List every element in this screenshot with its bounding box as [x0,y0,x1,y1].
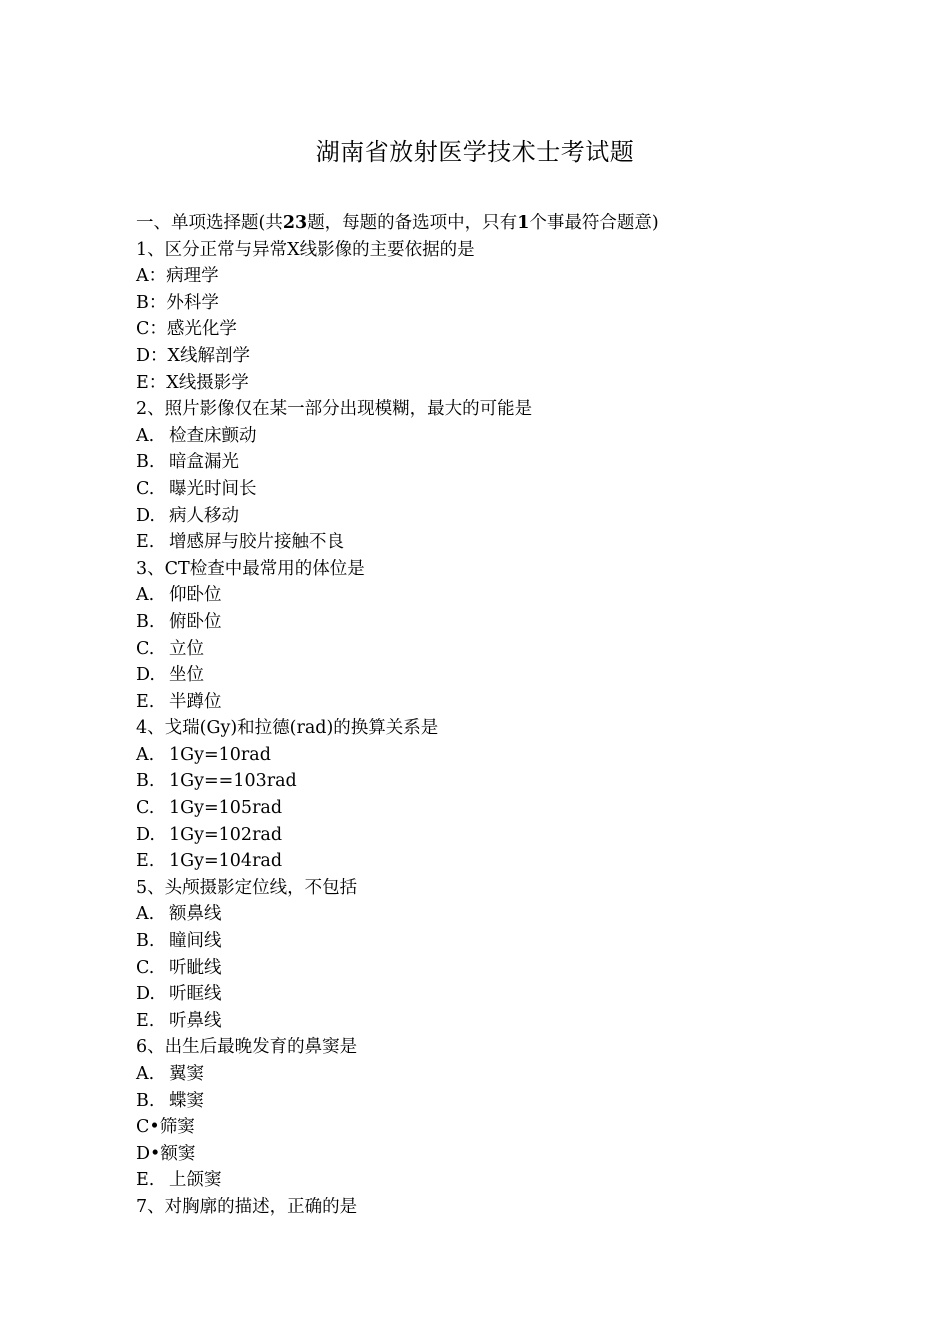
answer-option [136,901,896,928]
answer-option [136,449,896,476]
option-letter: C： [136,319,167,340]
question-list [136,237,896,1221]
option-letter: A. [136,744,155,765]
option-letter: C. [136,478,155,499]
option-letter: D. [136,824,155,845]
option-text: 听眶线 [169,984,222,1005]
option-letter: C• [136,1117,160,1138]
option-letter: D• [136,1143,161,1164]
answer-option [136,476,896,503]
option-text: 1Gy=104rad [169,851,283,872]
option-letter: B： [136,292,167,313]
option-letter: B. [136,931,155,952]
option-letter: E. [136,1010,155,1031]
answer-option [136,795,896,822]
answer-option [136,742,896,769]
option-letter: A. [136,904,155,925]
answer-option [136,1088,896,1115]
answer-option [136,370,896,397]
option-letter: D： [136,345,168,366]
option-letter: E. [136,1170,155,1191]
answer-option [136,423,896,450]
document-body [136,210,896,1221]
option-text: 立位 [169,638,204,659]
option-letter: D. [136,665,155,686]
option-text: 瞳间线 [169,931,222,952]
option-text: 增感屏与胶片接触不良 [169,532,344,553]
answer-option [136,981,896,1008]
option-text: 仰卧位 [169,585,222,606]
answer-option [136,689,896,716]
option-text: 额鼻线 [169,904,222,925]
answer-option [136,316,896,343]
option-text: 上颌窦 [169,1170,222,1191]
question-stem: 5、头颅摄影定位线，不包括 [136,877,358,898]
option-text: 坐位 [169,665,204,686]
answer-option [136,1141,896,1168]
answer-option [136,822,896,849]
question-stem: 7、对胸廓的描述，正确的是 [136,1196,358,1217]
answer-option [136,848,896,875]
answer-option [136,290,896,317]
question-count: 23 [282,213,308,233]
option-letter: E： [136,372,167,393]
section-heading-middle: 题，每题的备选项中，只有 [307,213,518,233]
section-heading [136,210,896,237]
option-text: 听鼻线 [169,1010,222,1031]
answer-count: 1 [517,213,530,233]
option-text: 感光化学 [166,319,237,340]
answer-option [136,662,896,689]
option-letter: B. [136,611,155,632]
option-letter: C. [136,638,155,659]
option-text: 1Gy=102rad [169,824,283,845]
option-letter: B. [136,452,155,473]
option-letter: A. [136,425,155,446]
option-text: 曝光时间长 [169,478,257,499]
section-heading-prefix: 一、单项选择题(共 [136,213,283,233]
answer-option [136,768,896,795]
document-title: 湖南省放射医学技术士考试题 [315,138,635,166]
option-letter: A. [136,1064,155,1084]
option-letter: C. [136,798,155,819]
answer-option [136,343,896,370]
answer-option [136,955,896,982]
option-text: 检查床颤动 [169,425,257,446]
answer-option [136,928,896,955]
section-heading-suffix: 个事最符合题意) [529,213,659,233]
option-letter: D. [136,505,155,526]
option-text: 病人移动 [169,505,239,526]
option-letter: B. [136,771,155,792]
answer-option [136,1167,896,1194]
option-text: 1Gy==103rad [169,771,297,792]
answer-option [136,636,896,663]
option-letter: E. [136,691,155,712]
option-text: 半蹲位 [169,691,222,712]
option-text: 暗盒漏光 [169,452,239,473]
answer-option [136,1008,896,1035]
option-letter: C. [136,957,155,978]
option-letter: A： [136,266,167,287]
option-text: X线摄影学 [166,372,249,393]
option-letter: B. [136,1090,155,1111]
question-stem: 6、出生后最晚发育的鼻窦是 [136,1037,358,1058]
option-text: 额窦 [160,1143,196,1164]
question-stem: 4、戈瑞(Gy)和拉德(rad)的换算关系是 [136,718,439,739]
option-letter: E. [136,532,155,553]
answer-option [136,529,896,556]
answer-option [136,503,896,530]
option-letter: D. [136,984,155,1005]
option-text: 病理学 [166,266,219,287]
option-text: 1Gy=10rad [169,744,271,765]
question-stem: 1、区分正常与异常X线影像的主要依据的是 [136,239,475,260]
option-text: 筛窦 [159,1117,195,1138]
option-letter: A. [136,585,155,606]
option-text: 翼窦 [169,1064,204,1084]
answer-option [136,263,896,290]
answer-option [136,1061,896,1088]
answer-option [136,1114,896,1141]
option-text: X线解剖学 [167,345,250,366]
option-text: 俯卧位 [169,611,222,632]
answer-option [136,582,896,609]
option-text: 1Gy=105rad [169,798,283,819]
option-text: 蝶窦 [169,1090,204,1111]
question-stem: 2、照片影像仅在某一部分出现模糊，最大的可能是 [136,399,533,420]
option-text: 外科学 [166,292,219,313]
option-letter: E. [136,851,155,872]
option-text: 听眦线 [169,957,222,978]
question-stem: 3、CT检查中最常用的体位是 [136,558,365,579]
answer-option [136,609,896,636]
